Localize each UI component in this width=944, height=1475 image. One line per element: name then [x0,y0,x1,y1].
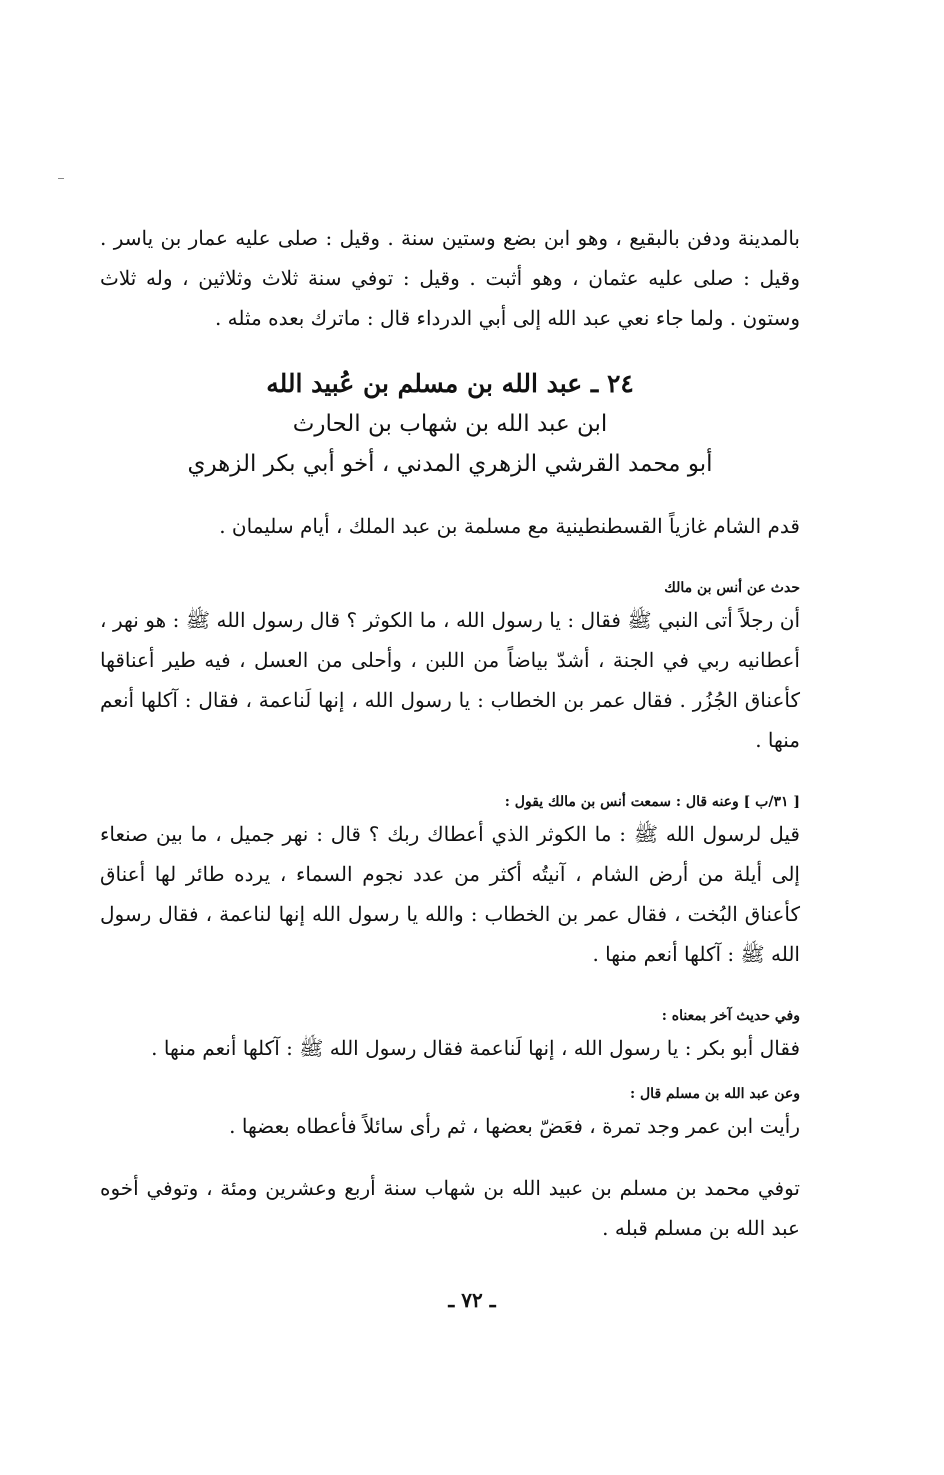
closing-paragraph: توفي محمد بن مسلم بن عبيد الله بن شهاب سنة أربع وعشرين ومئة ، وتوفي أخوه عبد الله بن مسلم قبله . [100,1176,800,1240]
hadith-chain: [ ٣١/ب ] وعنه قال : سمعت أنس بن مالك يقول : [504,794,800,810]
hadith-text: فقال أبو بكر : يا رسول الله ، إنها لَناعمة فقال رسول الله ﷺ : آكلها أنعم منها . [151,1036,800,1060]
hadith-text: أن رجلاً أتى النبي ﷺ فقال : يا رسول الله ، ما الكوثر ؟ قال رسول الله ﷺ : هو نهر ، أعطانيه ربي في الجنة ، أشدّ بياضاً من اللبن ، وأحلى من العسل ، فيه طير أعناقها كأعناق الجُزُر . فقال عمر بن الخطاب : يا رسول الله ، إنها لَناعمة ، فقال : آكلها أنعم منها . [100,608,800,752]
hadith-text: رأيت ابن عمر وجد تمرة ، فعَضّ بعضها ، ثم رأى سائلاً فأعطاه بعضها . [229,1114,800,1138]
page-number: ـ ٧٢ ـ [448,1288,496,1312]
entry-lineage: ابن عبد الله بن شهاب بن الحارث [292,411,608,437]
hadith-text: قيل لرسول الله ﷺ : ما الكوثر الذي أعطاك ربك ؟ قال : نهر جميل ، ما بين صنعاء إلى أيلة من أرض الشام ، آنيتُه أكثر من عدد نجوم السماء ، يرده طائر لها أعناق كأعناق البُخت ، فقال عمر بن الخطاب : والله يا رسول الله إنها لناعمة ، فقال رسول الله ﷺ : آكلها أنعم منها . [100,822,800,966]
hadith-chain: حدث عن أنس بن مالك [664,580,800,596]
entry-kunya: أبو محمد القرشي الزهري المدني ، أخو أبي بكر الزهري [187,451,713,477]
hadith-chain: وعن عبد الله بن مسلم قال : [629,1086,800,1102]
hadith-chain: وفي حديث آخر بمعناه : [661,1008,800,1024]
page-body [100,218,800,1248]
entry-title: ٢٤ ـ عبد الله بن مسلم بن عُبيد الله [266,369,634,398]
entry-bio: قدم الشام غازياً القسطنطينية مع مسلمة بن عبد الملك ، أيام سليمان . [219,514,800,538]
intro-paragraph: بالمدينة ودفن بالبقيع ، وهو ابن بضع وستين سنة . وقيل : صلى عليه عمار بن ياسر . وقيل : صلى عليه عثمان ، وهو أثبت . وقيل : توفي سنة ثلاث وثلاثين ، وله ثلاث وستون . ولما جاء نعي عبد الله إلى أبي الدرداء قال : ماترك بعده مثله . [100,226,800,330]
scan-mark [58,178,64,179]
